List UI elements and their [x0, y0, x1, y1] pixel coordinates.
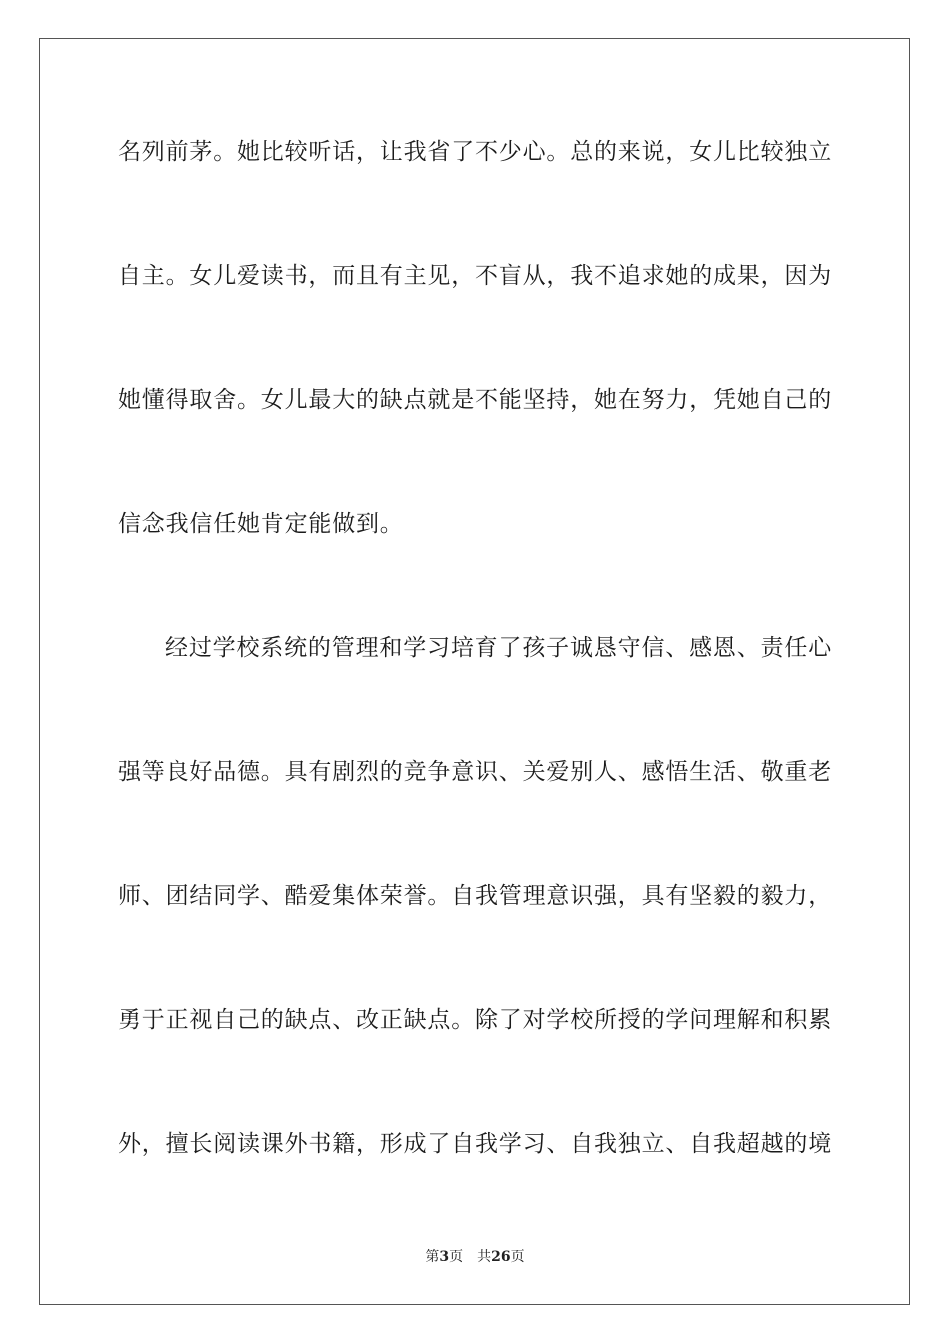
page-footer: [0, 1248, 950, 1266]
text-line: 自主。女儿爱读书，而且有主见，不盲从，我不追求她的成果，因为: [118, 263, 832, 289]
text-line: 勇于正视自己的缺点、改正缺点。除了对学校所授的学问理解和积累: [118, 1007, 832, 1033]
text-line: 她懂得取舍。女儿最大的缺点就是不能坚持，她在努力，凭她自己的: [118, 387, 832, 413]
total-suffix: 页: [510, 1249, 525, 1265]
page-suffix: 页: [449, 1249, 464, 1265]
text-line: 外，擅长阅读课外书籍，形成了自我学习、自我独立、自我超越的境: [118, 1131, 832, 1157]
text-line: 信念我信任她肯定能做到。: [118, 511, 404, 537]
page-prefix: 第: [425, 1249, 440, 1265]
text-line: 经过学校系统的管理和学习培育了孩子诚恳守信、感恩、责任心: [165, 635, 832, 661]
text-line: 强等良好品德。具有剧烈的竞争意识、关爱别人、感悟生活、敬重老: [118, 759, 832, 785]
total-prefix: 共: [477, 1249, 492, 1265]
total-pages: 26: [491, 1249, 511, 1265]
text-line: 师、团结同学、酷爱集体荣誉。自我管理意识强，具有坚毅的毅力，: [118, 883, 832, 909]
page-number: 3: [439, 1249, 450, 1265]
page-border: [39, 38, 910, 1305]
text-line: 名列前茅。她比较听话，让我省了不少心。总的来说，女儿比较独立: [118, 139, 832, 165]
